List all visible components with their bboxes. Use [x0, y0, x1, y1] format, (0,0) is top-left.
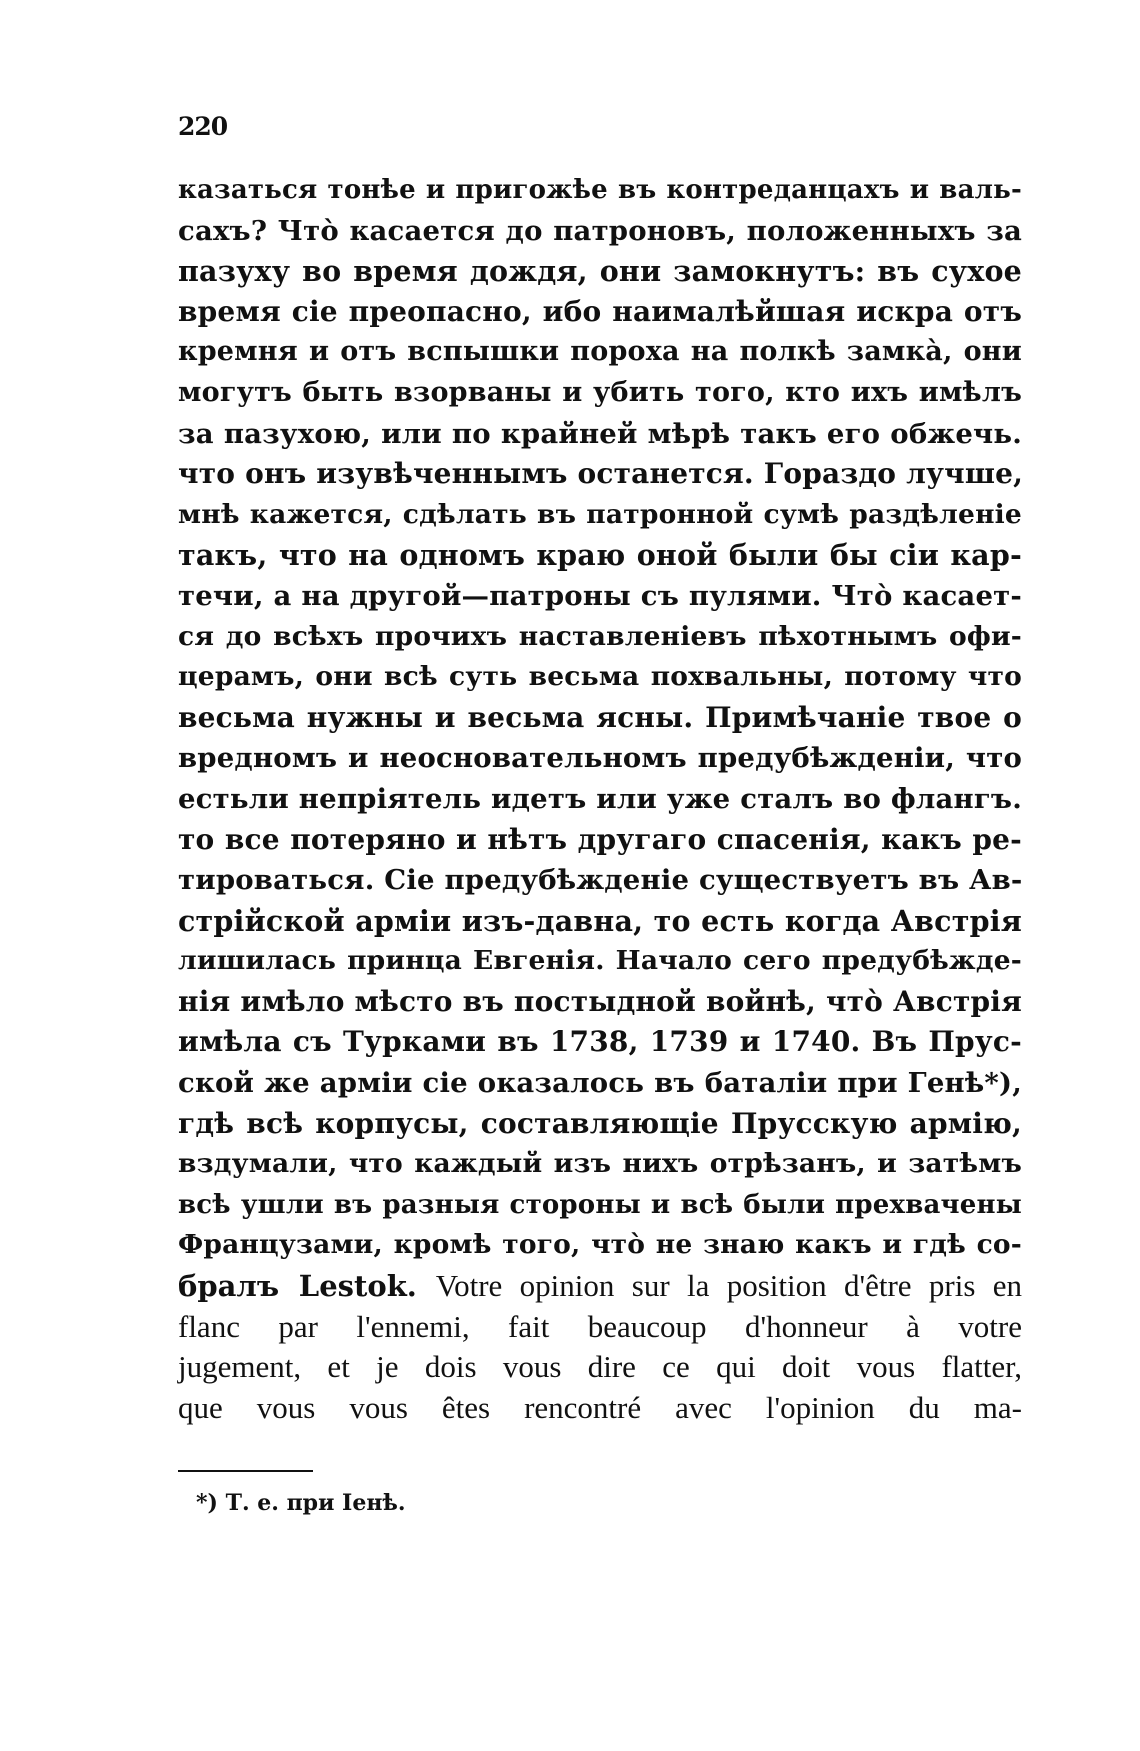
text-line: гдѣ всѣ корпусы, составляющіе Прусскую армію,	[178, 1106, 1022, 1140]
footnote-divider	[178, 1470, 313, 1472]
text-line: за пазухою, или по крайней мѣрѣ такъ его обжечь.	[178, 417, 1022, 450]
text-line: вредномъ и неосновательномъ предубѣжденіи, что	[178, 742, 1022, 775]
text-line: Французами, кромѣ того, чтò не знаю какъ и гдѣ со-	[178, 1229, 1022, 1261]
text-line: время сіе преопасно, ибо наималѣйшая искра отъ	[178, 294, 1022, 328]
text-line: ся до всѣхъ прочихъ наставленіевъ пѣхотнымъ офи-	[178, 620, 1022, 652]
text-line: что онъ изувѣченнымъ останется. Гораздо лучше,	[178, 457, 1024, 491]
text-line: лишилась принца Евгенія. Начало сего предубѣжде-	[178, 945, 1022, 977]
text-line: течи, а на другой—патроны съ пулями. Чтò касает-	[178, 579, 1022, 612]
text-line: стрійской арміи изъ-давна, то есть когда Австрія	[178, 903, 1022, 938]
text-line: мнѣ кажется, сдѣлать въ патронной сумѣ раздѣленіе	[178, 498, 1022, 530]
french-text-line: flanc par l'ennemi, fait beaucoup d'honneur à votre	[178, 1308, 1022, 1344]
text-line: сахъ? Чтò касается до патроновъ, положенныхъ за	[178, 214, 1022, 247]
french-text-line: que vous vous êtes rencontré avec l'opinion du ma-	[178, 1389, 1022, 1425]
mixed-text-line	[178, 1266, 1022, 1307]
footnote: *) Т. е. при Іенѣ.	[196, 1490, 406, 1516]
text-line: вздумали, что каждый изъ нихъ отрѣзанъ, и затѣмъ	[178, 1148, 1022, 1180]
mixed-line-french: Votre opinion sur la position d'être pris en	[435, 1268, 1022, 1304]
text-line: пазуху во время дождя, они замокнутъ: въ сухое	[178, 254, 1022, 289]
text-line: кремня и отъ вспышки пороха на полкѣ замкà, они	[178, 336, 1022, 368]
text-line: всѣ ушли въ разныя стороны и всѣ были прехвачены	[178, 1189, 1022, 1220]
page-number: 220	[178, 112, 228, 141]
mixed-line-russian: бралъ Lestok.	[178, 1269, 417, 1304]
text-line: естьли непріятель идетъ или уже сталъ во флангъ.	[178, 782, 1022, 815]
french-text-line: jugement, et je dois vous dire ce qui doit vous flatter,	[178, 1349, 1022, 1385]
text-line: тироваться. Сіе предубѣжденіе существуетъ въ Ав-	[178, 864, 1023, 897]
text-line: ской же арміи сіе оказалось въ баталіи при Генѣ*),	[178, 1067, 1022, 1100]
text-line: такъ, что на одномъ краю оной были бы сіи кар-	[178, 538, 1022, 573]
text-line: церамъ, они всѣ суть весьма похвальны, потому что	[178, 661, 1022, 693]
text-line: то все потеряно и нѣтъ другаго спасенія, какъ ре-	[178, 822, 1022, 856]
text-line: имѣла съ Турками въ 1738, 1739 и 1740. Въ Прус-	[178, 1025, 1022, 1059]
text-line: весьма нужны и весьма ясны. Примѣчаніе твое о	[178, 700, 1022, 734]
text-line: могутъ быть взорваны и убить того, кто ихъ имѣлъ	[178, 376, 1022, 408]
text-line: казаться тонѣе и пригожѣе въ контреданцахъ и валь-	[178, 175, 1022, 205]
body-text	[178, 170, 1022, 1428]
text-line: нія имѣло мѣсто въ постыдной войнѣ, чтò Австрія	[178, 984, 1022, 1018]
